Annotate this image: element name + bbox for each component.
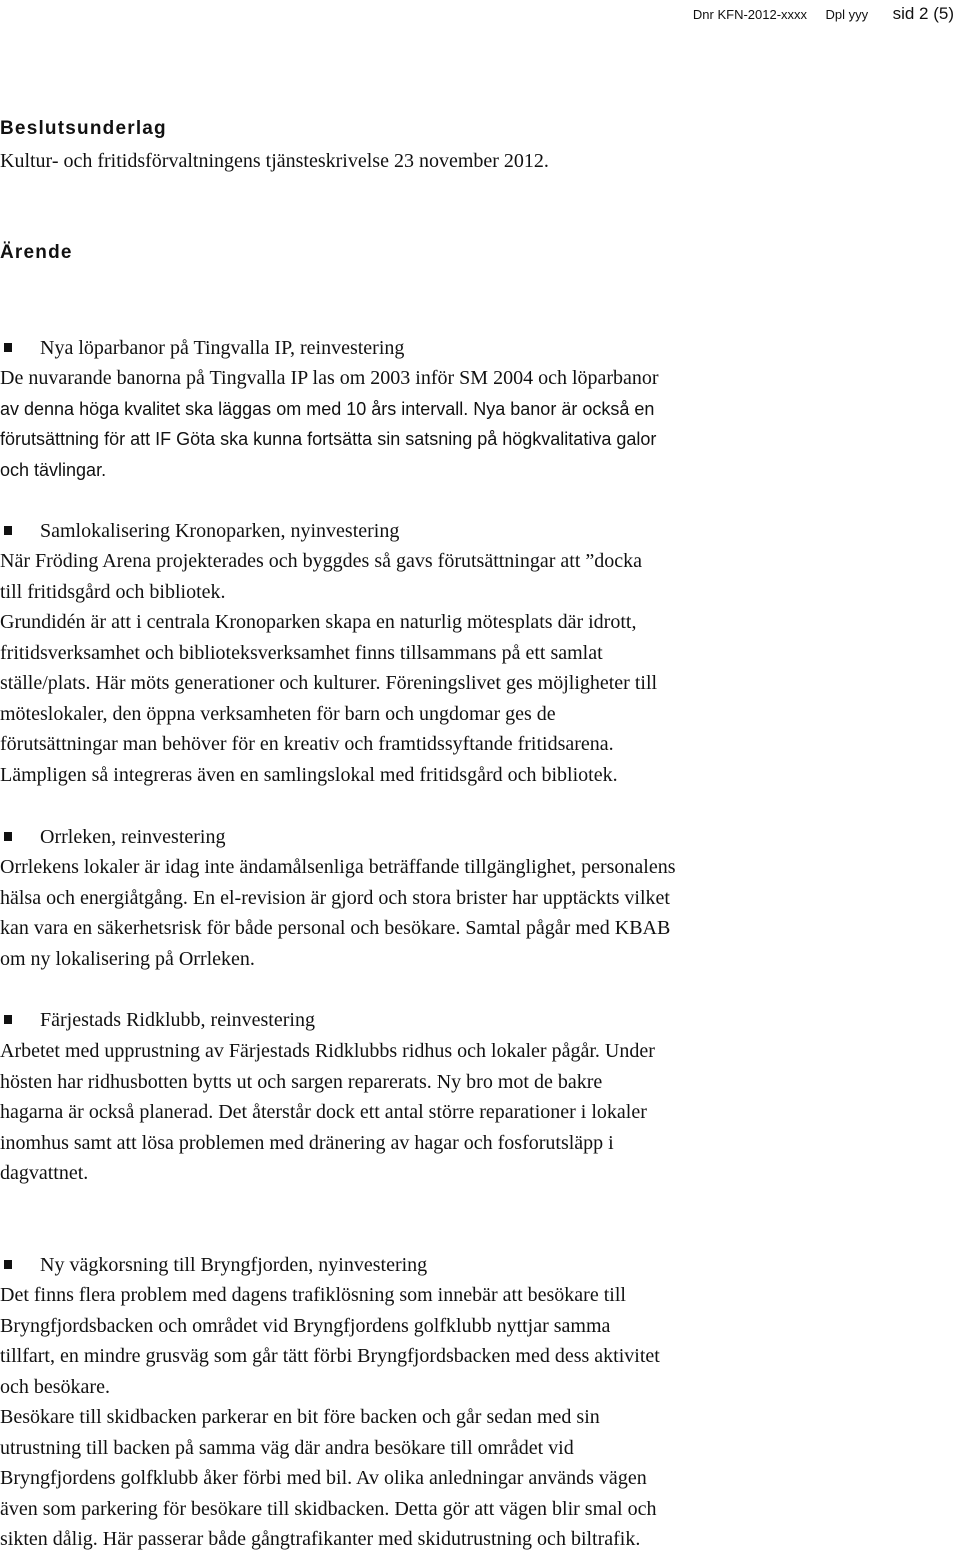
body-line: och besökare. — [0, 1375, 110, 1398]
item-body — [0, 363, 659, 485]
bullet-icon — [4, 526, 12, 535]
bullet-icon — [4, 832, 12, 841]
bullet-icon — [4, 1260, 12, 1269]
body-line: och tävlingar. — [0, 459, 107, 480]
item-body — [0, 546, 657, 790]
beslutsunderlag-text: Kultur- och fritidsförvaltningens tjänsteskrivelse 23 november 2012. — [0, 150, 549, 172]
item-body — [0, 852, 676, 974]
body-line: De nuvarande banorna på Tingvalla IP las om 2003 inför SM 2004 och löparbanor — [0, 367, 659, 389]
bullet-icon — [4, 1015, 12, 1024]
body-line: hälsa och energiåtgång. En el-revision är gjord och stora brister har upptäckts vilket — [0, 886, 670, 909]
body-line: till fritidsgård och bibliotek. — [0, 580, 226, 603]
body-line: När Fröding Arena projekterades och byggdes så gavs förutsättningar att ”docka — [0, 550, 643, 572]
page-header — [693, 4, 954, 24]
body-line: Orrlekens lokaler är idag inte ändamålsenliga beträffande tillgänglighet, personalens — [0, 856, 676, 878]
body-line: förutsättning för att IF Göta ska kunna fortsätta sin satsning på högkvalitativa galor — [0, 429, 657, 449]
body-line: hagarna är också planerad. Det återstår dock ett antal större reparationer i lokaler — [0, 1101, 647, 1123]
body-line: förutsättningar man behöver för en kreativ och framtidssyftande fritidsarena. — [0, 733, 614, 755]
body-line: dagvattnet. — [0, 1162, 89, 1184]
body-line: om ny lokalisering på Orrleken. — [0, 947, 255, 970]
body-line: ställe/plats. Här möts generationer och kulturer. Föreningslivet ges möjligheter till — [0, 672, 658, 694]
item-title-text: Ny vägkorsning till Bryngfjorden, nyinvestering — [40, 1254, 428, 1276]
body-line: kan vara en säkerhetsrisk för både personal och besökare. Samtal pågår med KBAB — [0, 917, 671, 939]
body-line: Arbetet med upprustning av Färjestads Ridklubbs ridhus och lokaler pågår. Under — [0, 1040, 655, 1062]
body-line: Bryngfjordsbacken och området vid Bryngfjordens golfklubb nyttjar samma — [0, 1314, 611, 1337]
body-line: tillfart, en mindre grusväg som går tätt förbi Bryngfjordsbacken med dess aktivitet — [0, 1345, 660, 1367]
page-number: sid 2 (5) — [892, 4, 954, 23]
item-title-text: Färjestads Ridklubb, reinvestering — [40, 1009, 315, 1031]
body-line: Det finns flera problem med dagens trafiklösning som innebär att besökare till — [0, 1284, 626, 1306]
body-line: även som parkering för besökare till skidbacken. Detta gör att vägen blir smal och — [0, 1497, 657, 1520]
body-line: hösten har ridhusbotten bytts ut och sargen reparerats. Ny bro mot de bakre — [0, 1070, 603, 1093]
body-line: av denna höga kvalitet ska läggas om med 10 års intervall. Nya banor är också en — [0, 398, 655, 419]
item-title-text: Samlokalisering Kronoparken, nyinvestering — [40, 520, 400, 542]
body-line: sikten dålig. Här passerar både gångtrafikanter med skidutrustning och biltrafik. — [0, 1528, 641, 1550]
item-title-text: Orrleken, reinvestering — [40, 826, 226, 848]
body-line: Besökare till skidbacken parkerar en bit före backen och går sedan med sin — [0, 1406, 600, 1428]
body-line: inomhus samt att lösa problemen med dränering av hagar och fosforutsläpp i — [0, 1131, 614, 1154]
bullet-icon — [4, 343, 12, 352]
body-line: Bryngfjordens golfklubb åker förbi med bil. Av olika anledningar används vägen — [0, 1467, 647, 1489]
diary-number: Dnr KFN-2012-xxxx — [692, 7, 808, 22]
arende-heading: Ärende — [0, 242, 73, 263]
beslutsunderlag-heading: Beslutsunderlag — [0, 118, 167, 139]
body-line: Grundidén är att i centrala Kronoparken skapa en naturlig mötesplats där idrott, — [0, 611, 637, 633]
item-title-text: Nya löparbanor på Tingvalla IP, reinvestering — [40, 337, 405, 359]
body-line: möteslokaler, den öppna verksamheten för barn och ungdomar ges de — [0, 702, 556, 725]
body-line: fritidsverksamhet och biblioteksverksamhet finns tillsammans på ett samlat — [0, 641, 603, 664]
plan-number: Dpl yyy — [825, 7, 869, 22]
item-body — [0, 1280, 660, 1555]
body-line: utrustning till backen på samma väg där andra besökare till området vid — [0, 1436, 574, 1459]
item-body — [0, 1036, 655, 1189]
body-line: Lämpligen så integreras även en samlingslokal med fritidsgård och bibliotek. — [0, 763, 618, 786]
